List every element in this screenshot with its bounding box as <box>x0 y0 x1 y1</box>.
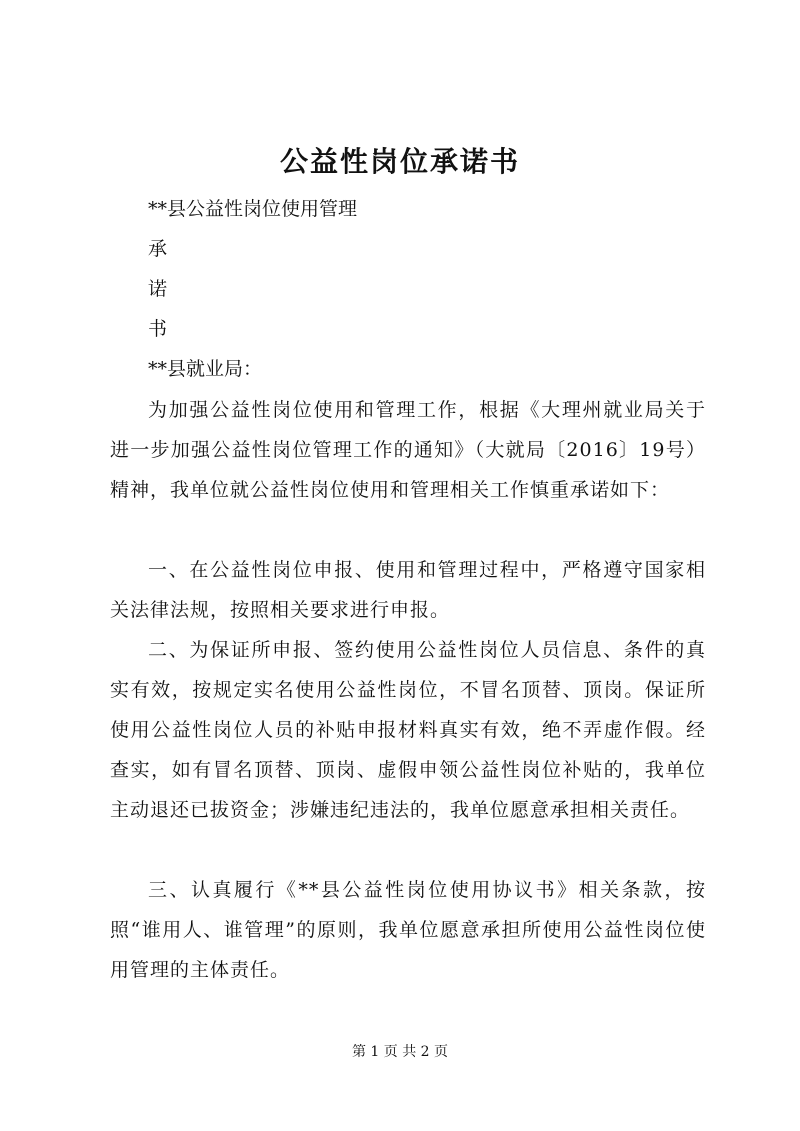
paragraph-item-2: 二、为保证所申报、签约使用公益性岗位人员信息、条件的真实有效，按规定实名使用公益性岗位，不冒名顶替、顶岗。保证所使用公益性岗位人员的补贴申报材料真实有效，绝不弄虚作假。经查实，如有冒名顶替、顶岗、虚假申领公益性岗位补贴的，我单位主动退还已拔资金；涉嫌违纪违法的，我单位愿意承担相关责任。 <box>110 639 706 821</box>
paragraph-item-1: 一、在公益性岗位申报、使用和管理过程中，严格遵守国家相关法律法规，按照相关要求进行申报。 <box>110 559 706 621</box>
header-line-nuo: 诺 <box>148 278 168 300</box>
salutation: **县就业局： <box>148 358 263 380</box>
paragraph-item-3: 三、认真履行《**县公益性岗位使用协议书》相关条款，按照“谁用人、谁管理”的原则，我单位愿意承担所使用公益性岗位使用管理的主体责任。 <box>110 879 706 981</box>
header-line-shu: 书 <box>148 318 168 340</box>
header-line-cheng: 承 <box>148 238 168 260</box>
header-line-unit: **县公益性岗位使用管理 <box>148 198 358 220</box>
page-footer: 第 1 页 共 2 页 <box>351 1044 449 1060</box>
document-title: 公益性岗位承诺书 <box>279 145 520 178</box>
paragraph-intro: 为加强公益性岗位使用和管理工作，根据《大理州就业局关于进一步加强公益性岗位管理工作的通知》（大就局〔2016〕19号）精神，我单位就公益性岗位使用和管理相关工作慎重承诺如下： <box>110 399 706 501</box>
